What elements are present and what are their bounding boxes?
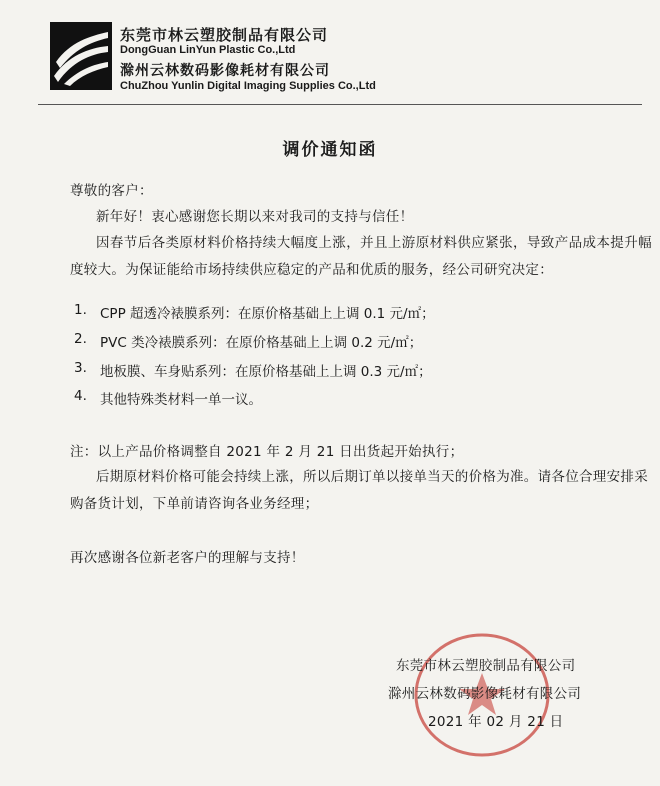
list-item-number: 3. xyxy=(74,360,87,376)
list-item-text: 其他特殊类材料一单一议。 xyxy=(100,392,262,408)
letterhead-company-cn-2: 滁州云林数码影像耗材有限公司 xyxy=(120,63,330,79)
document-title: 调价通知函 xyxy=(282,140,378,160)
list-item-number: 1. xyxy=(74,302,87,318)
letterhead-company-en-2: ChuZhou Yunlin Digital Imaging Supplies Co.,Ltd xyxy=(120,80,376,92)
letterhead-divider xyxy=(38,104,642,105)
reason-paragraph-line-1: 因春节后各类原材料价格持续大幅度上涨，并且上游原材料供应紧张，导致产品成本提升幅 xyxy=(96,235,652,251)
letterhead-company-en-1: DongGuan LinYun Plastic Co.,Ltd xyxy=(120,44,296,56)
letterhead-company-cn-1: 东莞市林云塑胶制品有限公司 xyxy=(120,26,329,44)
future-price-note-line-2: 购备货计划，下单前请咨询各业务经理； xyxy=(70,496,319,512)
closing-thanks: 再次感谢各位新老客户的理解与支持！ xyxy=(70,550,305,566)
list-item-text: 地板膜、车身贴系列：在原价格基础上上调 0.3 元/㎡； xyxy=(100,364,432,380)
salutation: 尊敬的客户： xyxy=(70,183,153,199)
reason-paragraph-line-2: 度较大。为保证能给市场持续供应稳定的产品和优质的服务，经公司研究决定： xyxy=(70,262,553,278)
signature-date: 2021 年 02 月 21 日 xyxy=(428,714,564,730)
list-item-number: 2. xyxy=(74,331,87,347)
list-item-text: CPP 超透冷裱膜系列：在原价格基础上上调 0.1 元/㎡； xyxy=(100,306,435,322)
greeting-paragraph: 新年好！衷心感谢您长期以来对我司的支持与信任！ xyxy=(96,209,414,225)
signature-company-2: 滁州云林数码影像耗材有限公司 xyxy=(388,686,582,702)
wave-logo-icon xyxy=(50,22,112,90)
future-price-note-line-1: 后期原材料价格可能会持续上涨，所以后期订单以接单当天的价格为准。请各位合理安排采 xyxy=(96,469,648,485)
effective-date-note: 注：以上产品价格调整自 2021 年 2 月 21 日出货起开始执行； xyxy=(70,444,464,460)
signature-company-1: 东莞市林云塑胶制品有限公司 xyxy=(396,658,576,674)
list-item-text: PVC 类冷裱膜系列：在原价格基础上上调 0.2 元/㎡； xyxy=(100,335,423,351)
list-item-number: 4. xyxy=(74,388,87,404)
